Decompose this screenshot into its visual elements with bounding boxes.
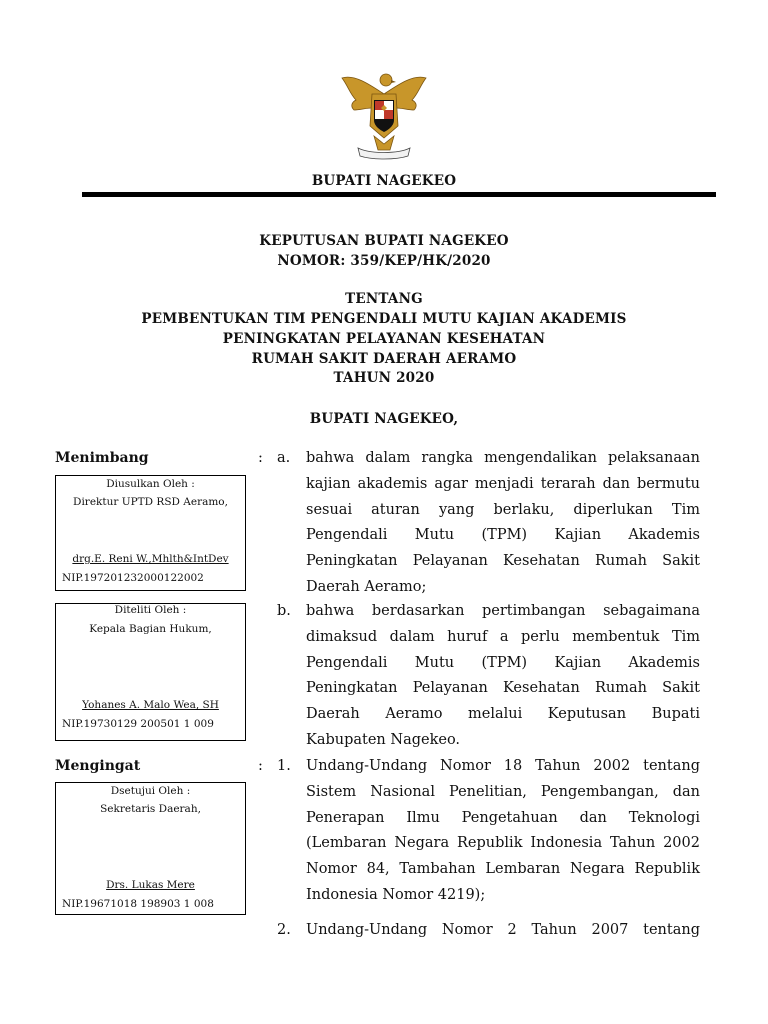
header-divider [82, 192, 716, 197]
mengingat-label: Mengingat [55, 758, 141, 774]
text-line: Kabupaten Nagekeo. [306, 731, 461, 748]
decree-title: KEPUTUSAN BUPATI NAGEKEO [259, 233, 509, 249]
issuer-heading: BUPATI NAGEKEO, [309, 411, 459, 427]
text-line: bahwa berdasarkan pertimbangan sebagaimana [306, 603, 700, 619]
menimbang-item-b-marker: b. [277, 603, 291, 619]
mengingat-colon: : [258, 758, 263, 774]
text-line: Pengendali Mutu (TPM) Kajian Akademis [306, 654, 700, 671]
subject-line-1: PEMBENTUKAN TIM PENGENDALI MUTU KAJIAN AKADEMIS [141, 311, 627, 327]
menimbang-colon: : [258, 450, 263, 466]
approval-role: Kepala Bagian Hukum, [89, 623, 212, 635]
approval-name: drg.E. Reni W.,Mhlth&IntDev [72, 553, 229, 565]
decree-number: NOMOR: 359/KEP/HK/2020 [277, 253, 491, 269]
text-line: kajian akademis agar menjadi terarah dan bermutu [306, 475, 700, 492]
text-line: Undang-Undang Nomor 2 Tahun 2007 tentang [306, 922, 700, 938]
text-line: Sistem Nasional Penelitian, Pengembangan, dan [306, 783, 700, 800]
mengingat-item-1 [306, 754, 700, 909]
subject-line-3: RUMAH SAKIT DAERAH AERAMO [251, 351, 517, 367]
approval-nip: NIP.19730129 200501 1 009 [62, 718, 214, 730]
text-line: Peningkatan Pelayanan Kesehatan Rumah Sakit [306, 680, 700, 697]
text-line: Peningkatan Pelayanan Kesehatan Rumah Sakit [306, 553, 700, 570]
office-heading: BUPATI NAGEKEO [311, 173, 457, 189]
text-line: (Lembaran Negara Republik Indonesia Tahun 2002 [306, 835, 700, 852]
about-heading: TENTANG [345, 291, 423, 307]
approval-nip: NIP.19671018 198903 1 008 [62, 898, 214, 910]
subject-line-4: TAHUN 2020 [333, 370, 435, 386]
text-line: Daerah Aeramo; [306, 578, 427, 595]
text-line: bahwa dalam rangka mengendalikan pelaksanaan [306, 450, 700, 466]
approval-heading: Dsetujui Oleh : [110, 785, 191, 797]
menimbang-item-a [306, 446, 700, 601]
approval-nip: NIP.197201232000122002 [62, 572, 204, 584]
text-line: sesuai aturan yang berlaku, diperlukan Tim [306, 501, 700, 518]
approval-name: Yohanes A. Malo Wea, SH [82, 699, 219, 711]
mengingat-item-1-marker: 1. [277, 758, 291, 774]
approval-box-reviewed [55, 603, 246, 741]
text-line: dimaksud dalam huruf a perlu membentuk Tim [306, 628, 700, 645]
garuda-emblem-svg [334, 64, 434, 160]
garuda-emblem-icon [334, 64, 434, 160]
text-line: Penerapan Ilmu Pengetahuan dan Teknologi [306, 809, 700, 826]
mengingat-item-2-marker: 2. [277, 922, 291, 938]
approval-name: Drs. Lukas Mere [106, 879, 195, 891]
text-line: Nomor 84, Tambahan Lembaran Negara Republik [306, 861, 700, 878]
text-line: Pengendali Mutu (TPM) Kajian Akademis [306, 527, 700, 544]
text-line: Undang-Undang Nomor 18 Tahun 2002 tentang [306, 758, 700, 774]
text-line: Daerah Aeramo melalui Keputusan Bupati [306, 706, 700, 723]
approval-heading: Diteliti Oleh : [114, 604, 187, 616]
menimbang-item-a-marker: a. [277, 450, 291, 466]
approval-role: Direktur UPTD RSD Aeramo, [73, 496, 228, 508]
menimbang-item-b [306, 599, 700, 754]
approval-heading: Diusulkan Oleh : [106, 478, 195, 490]
approval-role: Sekretaris Daerah, [100, 803, 201, 815]
mengingat-item-2 [306, 918, 700, 944]
approval-box-proposed [55, 475, 246, 591]
subject-line-2: PENINGKATAN PELAYANAN KESEHATAN [222, 331, 546, 347]
approval-box-approved [55, 782, 246, 915]
menimbang-label: Menimbang [55, 450, 149, 466]
text-line: Indonesia Nomor 4219); [306, 886, 486, 903]
